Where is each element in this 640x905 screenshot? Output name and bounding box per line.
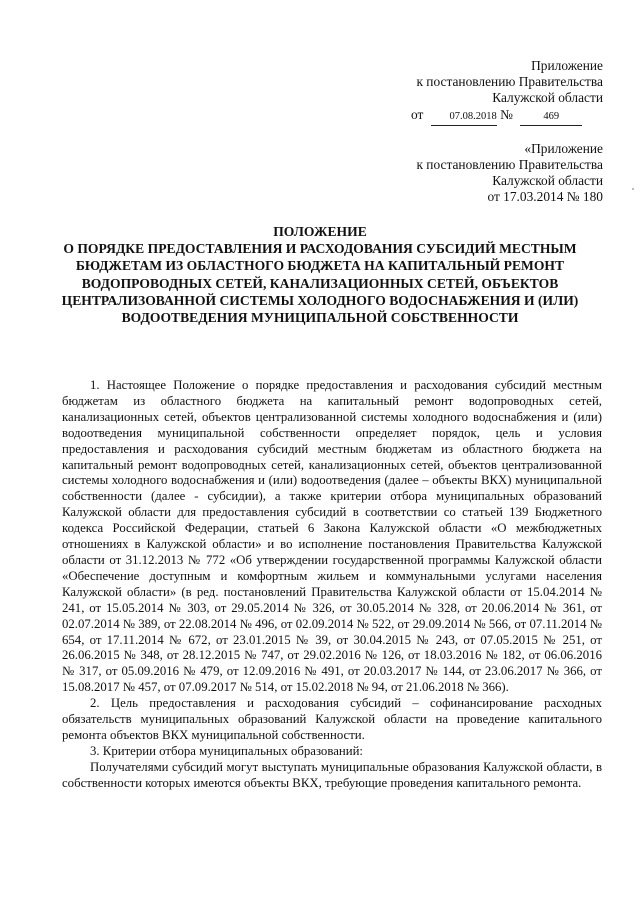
appendix-line: «Приложение <box>524 141 603 156</box>
appendix-line: Калужской области <box>492 173 603 188</box>
title-line: ПОЛОЖЕНИЕ <box>273 224 367 239</box>
appendix-header <box>0 0 603 204</box>
title-line: ВОДООТВЕДЕНИЯ МУНИЦИПАЛЬНОЙ СОБСТВЕННОСТИ <box>121 310 519 326</box>
scan-speck <box>632 188 634 190</box>
paragraph: Получателями субсидий могут выступать муниципальные образования Калужской области, в собственности которых имеются объекты ВКХ, требующие проведения капитального ремонта. <box>62 759 602 790</box>
document-title <box>40 223 600 326</box>
decree-number: 469 <box>520 109 582 126</box>
paragraph: 1. Настоящее Положение о порядке предоставления и расходования субсидий местным бюджетам из областного бюджета на капитальный ремонт водопроводных сетей, канализационных сетей, объектов централизованной системы холодного водоснабжения и (или) водоотведения муниципальной собственности определяет порядок, цель и условия предоставления и расходования субсидий местным бюджетам из областного бюджета на капитальный ремонт водопроводных сетей, канализационных сетей, объектов централизованной системы холодного водоснабжения и (или) водоотведения (далее – объекты ВКХ) муниципальной собственности (далее - субсидии), а также критерии отбора муниципальных образований Калужской области для предоставления субсидий в соответствии со статьей 139 Бюджетного кодекса Российской Федерации, статьей 6 Закона Калужской области «О межбюджетных отношениях в Калужской области» и во исполнение постановления Правительства Калужской области от 31.12.2013 № 772 «Об утверждении государственной программы Калужской области «Обеспечение доступным и комфортным жильем и коммунальными услугами населения Калужской области» (в ред. постановлений Правительства Калужской области от 15.04.2014 № 241, от 15.05.2014 № 303, от 29.05.2014 № 326, от 30.05.2014 № 328, от 20.06.2014 № 361, от 02.07.2014 № 389, от 22.08.2014 № 496, от 02.09.2014 № 522, от 29.09.2014 № 566, от 07.11.2014 № 654, от 17.11.2014 № 672, от 23.01.2015 № 39, от 30.04.2015 № 243, от 07.05.2015 № 251, от 26.06.2015 № 348, от 28.12.2015 № 747, от 29.02.2016 № 126, от 18.03.2016 № 182, от 06.06.2016 № 317, от 05.09.2016 № 479, от 12.09.2016 № 491, от 20.03.2017 № 144, от 23.06.2017 № 366, от 15.08.2017 № 457, от 07.09.2017 № 514, от 15.02.2018 № 94, от 21.06.2018 № 366). <box>62 378 602 695</box>
number-label: № <box>500 107 513 122</box>
appendix-line: к постановлению Правительства <box>416 74 603 89</box>
appendix-line: Приложение <box>531 58 603 73</box>
appendix-line: от 17.03.2014 № 180 <box>487 189 603 204</box>
appendix-line: к постановлению Правительства <box>416 157 603 172</box>
paragraph: 2. Цель предоставления и расходования субсидий – софинансирование расходных обязательств муниципальных образований Калужской области на проведение капитального ремонта объектов ВКХ муниципальной собственности. <box>62 696 602 742</box>
appendix-line: Калужской области <box>492 90 603 105</box>
paragraph: 3. Критерии отбора муниципальных образований: <box>90 743 363 758</box>
from-label: от <box>411 107 424 122</box>
title-line: ЦЕНТРАЛИЗОВАННОЙ СИСТЕМЫ ХОЛОДНОГО ВОДОСНАБЖЕНИЯ И (ИЛИ) <box>61 292 579 308</box>
title-line: О ПОРЯДКЕ ПРЕДОСТАВЛЕНИЯ И РАСХОДОВАНИЯ СУБСИДИЙ МЕСТНЫМ <box>63 241 577 257</box>
document-body <box>62 378 602 792</box>
title-line: БЮДЖЕТАМ ИЗ ОБЛАСТНОГО БЮДЖЕТА НА КАПИТАЛЬНЫЙ РЕМОНТ <box>75 258 565 274</box>
decree-date-number-line <box>411 107 582 126</box>
decree-date: 07.08.2018 <box>431 109 497 126</box>
title-line: ВОДОПРОВОДНЫХ СЕТЕЙ, КАНАЛИЗАЦИОННЫХ СЕТЕЙ, ОБЪЕКТОВ <box>81 275 559 291</box>
